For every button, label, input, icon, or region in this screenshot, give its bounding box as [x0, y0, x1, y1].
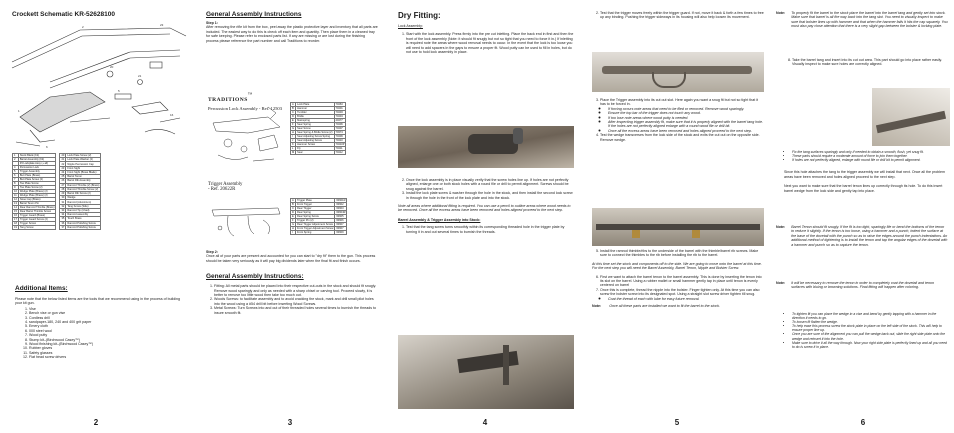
- bullet-item: • To loosen fit flatten the wedge.: [792, 320, 948, 324]
- parts-row: 34 Ramrod assembly: [60, 213, 101, 217]
- parts-row: 16 Trigger Guard (Brass): [13, 214, 56, 218]
- parts-row: 9 Toe Plate Screw (2): [13, 186, 56, 190]
- parts-row: 31 Ramrod (Aluminium): [60, 200, 101, 204]
- lube-bullets: [600, 297, 764, 301]
- bullet-item: • If holes are not perfectly aligned, enlarge with round file or drill bit to permit alignment.: [792, 158, 948, 162]
- svg-text:6: 6: [46, 145, 48, 149]
- parts-row: 28 Ramrod Thimble Screw (2): [60, 187, 101, 191]
- bullet-item: • To tighten fit you can place the wedge in a vise and bend by gently tapping with a hammer in the direction it needs to go.: [792, 312, 948, 320]
- bullet-item: ◦ Ensure the top bar of the trigger does not touch any wood.: [608, 111, 764, 115]
- barrel-steps: [398, 225, 574, 234]
- parts-row: 45 Lockplate Assy (+ all): [13, 162, 56, 166]
- tool-item: 4. sandpaper-180, 240 and 400 grit paper: [29, 320, 185, 324]
- barrel-steps-6: [592, 275, 764, 301]
- page-3: General Assembly Instructions Step 1: After removing the rifle kit from the box, peel away the plastic protective layer and inventory that all parts are included. The easiest way to do this is check off each item and quantity. Then place them in a cleaned tray for safe keeping. Please refer to enclosed parts list. If any are missing or are lost during the finishing process please reference the part number and call Traditions to reorder. TRADITIONS™ Percussion Lock Assembly - Ref. 12503 A Lock Plate 70463 B Hammer 70401 C Tumbler 70403 D Bridle 70404 E Mainspring 40477 F Sear Spring 70406 G Sear Screw 70407 H Sear Spring & Bridle Screw (2) 70374 I Sear Adjusting Screw Spring 70409 J Sear Adjusting Screw 70410 K Hammer Screw 70410P L Fly 70411 M Sear 70412 Trigger Assembly - Ref. 20622R A Trigger Plate 60601R B Front Trigger 60602 C Rear Trigger 60603 D Rear Spring 60604R E Rear Spring Screw 60605 F Trigger Pin (2) 60606 G Rear Trigger Adjustment Screw 60607 H Front Trigger Adjustment Screw 60607 I Front Spring 60609 Step 2: Once all of your parts are present and accounted for you can start to "dry fit" them to the gun. This process should be taken very seriously as it will pay big dividends later when the final fit and finish occurs. General Assembly Instructions: 1. Fitting: All metal parts should be placed into their respective cut-outs in the stock and should fit snugly. Remove wood sparingly and only as needed with a sharp chisel or carving tool. Proceed slowly, it is better to remove too little wood then take too much out. 2. Woods Screws: to facilitate assembly and to avoid cracking the stock, mark and drill small pilot holes into the wood using a #54 drill bit before inserting Wood Screws. 3. Metal Screws: Turn Screws into and out of their threaded holes several times to burnish the threads to insure smooth fit. 3: [196, 0, 384, 433]
- tool-item: 3. Cordless drill: [29, 316, 185, 320]
- page-number: 5: [674, 418, 680, 427]
- lock-step-3: 3. Install the lock plate screw & washer through the hole in the stock, and then install the second lock screw in through the hole in the front of the lock plate and into the stock.: [406, 191, 574, 200]
- page-6: [772, 0, 954, 433]
- trigger-part-row: I Front Spring 60609: [291, 231, 347, 235]
- trigger-parts-table: [290, 198, 347, 235]
- lock-assembly-subheading: Lock Assembly:: [398, 24, 423, 28]
- parts-row: 21 Lock Plate Washer (2): [60, 158, 101, 162]
- svg-text:23: 23: [160, 23, 164, 27]
- parts-row: 33 Ramrod Tip (Chad): [60, 208, 101, 212]
- trigger-guard-photo: [592, 52, 764, 92]
- general-step: 2. Woods Screws: to facilitate assembly and to avoid cracking the stock, mark and drill small pilot holes into the wood using a #54 drill bit before inserting Wood Screws.: [214, 297, 378, 306]
- lock-installed-photo: [398, 126, 574, 168]
- tool-item: 2. Bench vise or gun vise: [29, 311, 185, 315]
- parts-row: 10 Wedge Plate (Brass) (2): [13, 190, 56, 194]
- tenon-coloring-note: It will be necessary to remove the tenon in order to completely coat the dovetail and tenon surfaces with bluing or browning solutions. Final fitting will happen after coloring.: [791, 281, 935, 290]
- parts-row: 18 Trigger Screw: [13, 222, 56, 226]
- wedge-bullets: [784, 312, 948, 349]
- barrel-trigger-subheading: Barrel Assembly & Trigger Assembly into Stock:: [398, 217, 481, 222]
- note-label: Note:: [776, 281, 786, 285]
- tang-step-8: 8. Take the barrel tang and insert into its cut out area. This part should go into place rather easily. Visually inspect to make sure holes are correctly aligned.: [792, 58, 948, 67]
- trigger-fit-bullets: [600, 107, 764, 133]
- parts-row: 35 Touch Brass: [60, 217, 101, 221]
- parts-list: [12, 153, 101, 230]
- lock-part-row: A Lock Plate 70463: [291, 103, 346, 107]
- step-2-text: Once all of your parts are present and accounted for you can start to "dry fit" them to the gun. This process should be taken very seriously as it will pay big dividends later when the final fit and finish occurs.: [206, 254, 376, 263]
- tool-item: 12. Flat head screw drivers: [29, 355, 185, 359]
- lock-part-row: H Sear Spring & Bridle Screw (2) 70374: [291, 131, 346, 135]
- svg-text:16: 16: [170, 113, 174, 117]
- tenon-fit-note: Barrel Tenon should fit snugly. If the fit is too tight, sparingly file or bend the bottoms of the tenon to reduce it slightly. If the tenon is too loose, using a hammer and a punch, indent the surface at the base of the dovetail with the punch so as to raise the edges around the punch indentations. An additional method of tightening is to install the tenon and tap the angular edges of the dovetail with a hammer and punch so as to capture the tenon.: [791, 225, 948, 247]
- svg-text:20: 20: [110, 65, 114, 69]
- step-1-label: Step 1:: [206, 21, 218, 25]
- tang-fit-bullets: [784, 150, 948, 162]
- lock-assembly-title: Percussion Lock Assembly - Ref. 12503: [208, 106, 283, 111]
- barrel-components-note: At this time set the stock and components off to the side. We are going to move onto the barrel at this time. For the next step you will need the Barrel Assembly, Barrel Tenon, Nipple and Bolster Screw.: [592, 261, 762, 271]
- lock-part-row: J Sear Adjusting Screw 70410: [291, 139, 346, 143]
- parts-row: 17 Trigger Guard Screw (2): [13, 218, 56, 222]
- parts-row: 32 Tang Screw (Side): [60, 204, 101, 208]
- lock-part-row: E Mainspring 40477: [291, 119, 346, 123]
- parts-row: 14 Rear Ramrod Thimble (Brass): [14, 206, 55, 209]
- trigger-part-row: E Rear Spring Screw 60605: [291, 215, 347, 219]
- lock-part-row: L Fly 70411: [291, 147, 346, 151]
- trigger-part-row: D Rear Spring 60604R: [292, 211, 346, 214]
- svg-text:21: 21: [138, 74, 142, 78]
- note-label: Note:: [592, 304, 602, 309]
- fit-barrel-note: Once all these parts are installed we want to fit the barrel to the stock.: [609, 304, 721, 309]
- lock-step-1: 1. Start with the lock assembly. Press firmly into the pre cut inletting. Place the back end in first and then the front of the lock assembly (Note: it should fit snugly but not so tight that you need to force it in.) If inletting is required note the areas where wood removal needs to occur. In the event that the lock is too loose you will need to add spacers in the gaps to ensure a proper fit. Wood putty can be used to fill in holes, but do not use to hold lock assembly in place.: [406, 32, 574, 54]
- parts-row: 19 Tang Screw: [13, 226, 56, 230]
- parts-row: 37 Ramrod Polishing Screw: [60, 225, 101, 229]
- tool-list: [15, 307, 185, 360]
- schematic-title: Crockett Schematic KR-52628100: [12, 11, 115, 18]
- parts-row: 25 Barrel Tenon: [60, 175, 101, 179]
- general-step: 1. Fitting: All metal parts should be placed into their respective cut-outs in the stock and should fit snugly. Remove wood sparingly and only as needed with a sharp chisel or carving tool. Proceed slowly, it is better to remove too little wood then take too much out.: [214, 284, 378, 297]
- lock-step-2: 2. Once the lock assembly is in place visually verify that the screw holes line up. If holes are not perfectly aligned, enlarge one or both stock holes with a round file or drill to permit alignment. Screws should be snug against the barrel.: [406, 178, 574, 191]
- trigger-part-row: A Trigger Plate 60601R: [292, 199, 346, 202]
- tenon-paragraph: Next you want to make sure that the barrel tenon lines up correctly through its hole. To do this insert barrel wedge from the lock side and gently tap into place.: [784, 184, 943, 193]
- barrel-steps-5: [592, 249, 764, 258]
- tool-item: 10. Rubber gloves: [29, 346, 185, 350]
- bullet-item: ◦ Once all the excess areas have been removed and holes aligned proceed to the next step.: [608, 129, 764, 133]
- note-label: Note:: [776, 11, 786, 15]
- page-number: 2: [93, 418, 99, 427]
- trigger-part-row: G Rear Trigger Adjustment Screw 60607: [291, 223, 347, 227]
- parts-row: 30 Wedge: [60, 196, 101, 200]
- trigger-part-row: B Front Trigger 60602: [291, 203, 347, 207]
- page-number: 3: [287, 418, 293, 427]
- bullet-item: ◦ If too lose note areas where wood putty is needed.: [608, 116, 764, 120]
- note-label: Note:: [776, 225, 786, 229]
- lock-part-row: I Sear Adjusting Screw Spring 70409: [291, 135, 346, 139]
- parts-row: 20 Lock Plate Screw (2): [60, 154, 101, 158]
- tool-item: 1. Vise: [29, 307, 185, 311]
- parts-table-left: [12, 153, 56, 230]
- parts-row: 22 Nipple Percussion Cap: [60, 162, 101, 166]
- page-5: [584, 0, 770, 433]
- tool-item: 7. Wood putty: [29, 333, 185, 337]
- trigger-steps-1: [592, 11, 764, 20]
- additional-items-intro: Please note that the below listed items are the tools that we recommend using in the process of building your kit gun.: [15, 297, 181, 306]
- parts-row: 29 Barrel Rib Screw (2): [60, 191, 101, 195]
- svg-text:1: 1: [18, 109, 20, 113]
- bullet-item: ◦ If forcing occurs note areas that need to be filed or removed. Remove wood sparingly.: [608, 107, 764, 111]
- tool-item: 11. Safety glasses: [29, 351, 185, 355]
- page-4: [390, 0, 580, 433]
- parts-row: 26 Barrel Rib Assembly: [60, 179, 101, 183]
- parts-row: 13 Barrel Tenon Pin: [13, 202, 56, 206]
- dry-fitting-heading: Dry Fitting:: [398, 11, 441, 20]
- parts-table-right: [59, 153, 101, 230]
- tang-paragraph: Since this hole attaches the tang to the trigger assembly we will install that next. Once all the problem areas have been removed and holes aligned proceed to the next step.: [784, 170, 946, 179]
- trigger-assembly-ref: - Ref. 20622R: [208, 187, 236, 192]
- lock-exploded-drawing: [208, 103, 286, 171]
- page-number: 6: [860, 418, 866, 427]
- barrel-step-5: 5. Install the ramrod thimble/ribs to the underside of the barrel with the thimble/barrel rib screws. Make sure to connect the thimbles to the rib before installing the rib to the barrel.: [600, 249, 764, 258]
- step-1-text: After removing the rifle kit from the box, peel away the plastic protective layer and inventory that all parts are included. The easiest way to do this is check off each item and quantity. Then place them in a cleaned tray for safe keeping. Please refer to enclosed parts list. If any are missing or are lost during the finishing process please reference the part number and call Traditions to reorder.: [206, 25, 378, 43]
- lock-part-row: M Sear 70412: [291, 151, 346, 155]
- parts-row: 8 Toe Plate Screw: [13, 182, 56, 186]
- bullet-item: ◦ After inspecting trigger assembly fit, make sure that it is properly aligned with the barrel tang hole. If the holes are not perfectly aligned enlarge with a round wood file or drill bit.: [608, 120, 764, 129]
- trigger-step-4: 4. Test the wedge transverses from the lock side of the stock and exits the cut out on the opposite side. Remove wedge.: [600, 133, 764, 142]
- tang-screw-photo: [398, 335, 574, 409]
- trigger-assembly-title: Trigger Assembly: [208, 182, 243, 187]
- general-instructions-heading: General Assembly Instructions: [206, 11, 302, 18]
- barrel-rib-photo: [592, 208, 764, 246]
- lock-part-row: K Hammer Screw 70410P: [292, 143, 345, 146]
- svg-text:2: 2: [82, 25, 84, 29]
- trigger-step-2: 2. Test that the trigger moves freely within the trigger guard. If not, move it back & forth a few times to free up any binding. Pushing the trigger sideways in its housing will also help loosen its movement.: [600, 11, 764, 20]
- barrel-step-7: 7. Once this is complete, thread the nipple into the bolster. Finger tighten only. At this time you can also screw the bolster screw into its designated spot. Using a straight slot screw driver tighten till snug. ◦ Coat the thread of each with lube for easy future removal.: [600, 288, 764, 301]
- bullet-item: ◦ Coat the thread of each with lube for easy future removal.: [608, 297, 764, 301]
- general-steps-list: [206, 284, 378, 315]
- trigger-step-3: 3. Place the Trigger assembly into its cut out slot. Here again you want a snug fit but not so tight that it has to be forced in. ◦ If forcing occurs note areas that need to be filed or removed. Remove wood sparingly. ◦ Ensure the top bar of the trigger does not touch any wood. ◦ If too lose note areas where wood putty is needed. ◦ After inspecting trigger assembly fit, make sure that it is properly aligned with the barrel tang hole. If the holes are not perfectly aligned enlarge with a round wood file or drill bit. ◦ Once all the excess areas have been removed and holes aligned proceed to the next step.: [600, 98, 764, 133]
- trigger-part-row: H Front Trigger Adjustment Screw 60607: [291, 227, 347, 231]
- general-step: 3. Metal Screws: Turn Screws into and out of their threaded holes several times to burnish the threads to insure smooth fit.: [214, 306, 378, 315]
- page-2: [0, 0, 192, 433]
- tool-item: 9. Wood finishing kit–(Birchwood Casey™): [29, 342, 185, 346]
- trigger-exploded-drawing: [208, 198, 286, 242]
- parts-row: 2 Barrel Assembly (Kit): [13, 158, 56, 162]
- barrel-step-1: 1. Test that the tang screw turns smoothly within its corresponding threaded hole in the trigger plate by turning it in and out several times to burnish the threads.: [406, 225, 574, 234]
- parts-row: 5 Trigger Assembly: [13, 170, 56, 174]
- traditions-logo: TRADITIONS: [208, 97, 248, 103]
- tang-steps: [784, 58, 948, 67]
- lock-parts-table: [290, 102, 346, 155]
- tool-item: 6. 000 steel wool: [29, 329, 185, 333]
- parts-row: 24 Front Sight (Brass Blade): [60, 170, 101, 174]
- lock-steps-2: [398, 178, 574, 200]
- trigger-part-row: F Trigger Pin (2) 60606: [291, 219, 347, 223]
- parts-row: 4 Percussion Lock: [13, 166, 56, 170]
- trigger-steps-2: [592, 98, 764, 142]
- bullet-item: • These parts should require a moderate amount of force to join them together.: [792, 154, 948, 158]
- lock-note: Note all areas where additional fitting is required. You can use a pencil to outline areas where wood needs to be removed. Once all the excess areas have been removed and holes aligned proceed to the next step.: [398, 204, 571, 213]
- lock-part-row: C Tumbler 70403: [291, 111, 346, 115]
- parts-row: 1 Stock Blank (Kit): [13, 154, 56, 158]
- parts-row: 6 Butt Plate (Brass): [13, 174, 56, 178]
- lock-part-row: F Sear Spring 70406: [291, 123, 346, 127]
- barrel-step-6: 6. First we want to attach the barrel tenon to the barrel assembly. This is done by inserting the tenon into its slot on the barrel. Using a rubber mallet or small hammer gently tap in place until tenon is evenly centered on barrel: [600, 275, 764, 288]
- additional-items-heading: Additional Items:: [15, 285, 68, 292]
- parts-row: 12 Nose Cap (Brass): [13, 198, 56, 202]
- barrel-fit-note: To properly fit the barrel to the stock place the barrel into the barrel tang and gently set into stock. Make sure that barrel is all fire way back into the tang slot. You need to visually inspect to make sure that bolster lines up with hammer and that when the hammer falls it hits the cap squarely. You must also pay close attention that there is a very slight gap between the bolster & locking plate.: [791, 11, 948, 29]
- lock-part-row: G Sear Screw 70407: [291, 127, 346, 131]
- lock-part-row: B Hammer 70401: [291, 107, 346, 111]
- step-2-label: Step 2:: [206, 250, 218, 254]
- parts-row: 36 Ramrod Polishing Screw: [60, 221, 101, 225]
- bullet-item: • To help ease this process screw the stock plate in place on the left side of the stock. This will help to ensure proper line up.: [792, 324, 948, 332]
- lock-steps-1: [398, 32, 574, 54]
- tool-item: 8. Stump kit–(Birchwood Casey™): [29, 338, 185, 342]
- rifle-schematic-drawing: [10, 22, 188, 152]
- page-number: 4: [482, 418, 488, 427]
- bullet-item: • Once you are sure of the alignment you can pull the wedge back out, slide the right side plate onto the wedge and reinsert it into the hole.: [792, 332, 948, 340]
- tool-item: 5. Emery cloth: [29, 324, 185, 328]
- parts-row: 23 Front Sight: [60, 166, 101, 170]
- barrel-tang-photo: [872, 88, 950, 146]
- lock-part-row: D Bridle 70404: [291, 115, 346, 119]
- bullet-item: • Make sure to drive it all the way through. Now your right side plate is perfectly lined up and all you need to do is screw it in place.: [792, 341, 948, 349]
- general-assembly-heading: General Assembly Instructions:: [206, 273, 304, 281]
- parts-row: 15 Rear Barrel Thimble Screw: [13, 210, 56, 214]
- svg-text:5: 5: [118, 89, 120, 93]
- parts-row: 7 Butt Plate Screw (2): [13, 178, 56, 182]
- parts-row: 27 Ramrod Thimble (2) (Brass): [61, 183, 100, 187]
- bullet-item: • Fix the tang surfaces sparingly and only if needed to obtain a smooth, flush, yet snug fit.: [792, 150, 948, 154]
- parts-row: 11 Wedge Plate (Brass) (2): [13, 194, 56, 198]
- trigger-part-row: C Rear Trigger 60603: [291, 207, 347, 211]
